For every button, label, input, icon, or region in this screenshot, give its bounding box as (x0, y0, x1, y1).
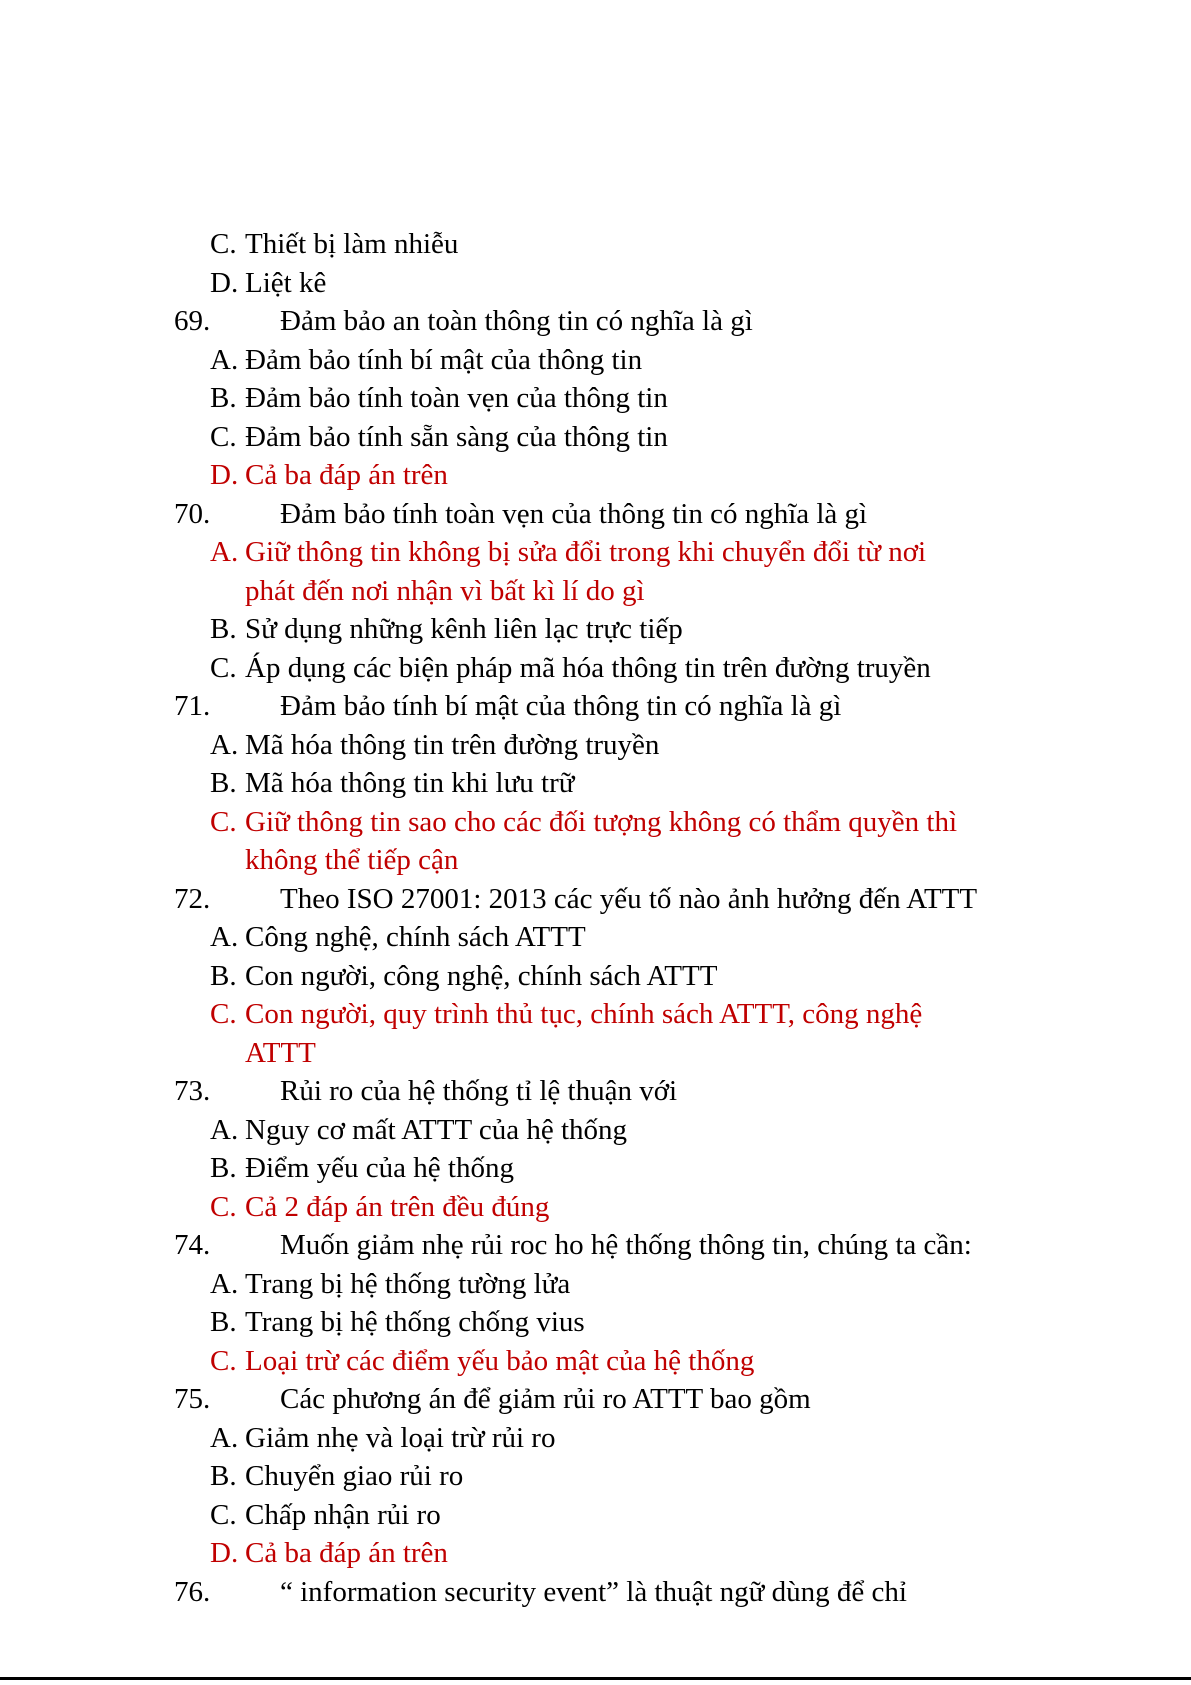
question-number: 74. (174, 1229, 211, 1261)
option-text: Giảm nhẹ và loại trừ rủi ro (245, 1421, 556, 1454)
option-letter: A. (210, 536, 239, 568)
option-letter: C. (210, 651, 237, 684)
question-number: 71. (174, 690, 211, 722)
answer-option (0, 264, 1191, 303)
answer-option (0, 341, 1191, 380)
question-text: Các phương án để giảm rủi ro ATTT bao gồm (280, 1383, 811, 1415)
option-text: Trang bị hệ thống tường lửa (245, 1267, 571, 1300)
option-text: Nguy cơ mất ATTT của hệ thống (245, 1113, 628, 1146)
question-number: 72. (174, 882, 211, 915)
option-text: Cả 2 đáp án trên đều đúng (245, 1190, 550, 1223)
answer-option-continuation (0, 572, 1191, 611)
answer-option-correct (0, 1188, 1191, 1227)
answer-option (0, 1457, 1191, 1496)
answer-option (0, 1496, 1191, 1535)
answer-option (0, 379, 1191, 418)
question-text: Rủi ro của hệ thống tỉ lệ thuận với (280, 1075, 678, 1107)
question-heading (0, 1573, 1191, 1612)
option-text: Giữ thông tin không bị sửa đổi trong khi chuyển đổi từ nơi (245, 536, 927, 568)
question-text: Đảm bảo tính toàn vẹn của thông tin có nghĩa là gì (280, 497, 868, 530)
answer-option (0, 1111, 1191, 1150)
question-heading (0, 1072, 1191, 1111)
answer-option-correct (0, 1534, 1191, 1573)
question-heading (0, 495, 1191, 534)
answer-option-correct (0, 456, 1191, 495)
question-number: 75. (174, 1383, 211, 1415)
question-number: 73. (174, 1075, 211, 1107)
question-list (0, 225, 1191, 1611)
option-text: Chuyển giao rủi ro (245, 1460, 464, 1492)
option-letter: B. (210, 1460, 237, 1492)
option-letter: A. (210, 1267, 239, 1300)
question-heading (0, 1380, 1191, 1419)
option-letter: A. (210, 728, 239, 761)
question-heading (0, 302, 1191, 341)
answer-option-correct (0, 533, 1191, 572)
answer-option-correct (0, 995, 1191, 1034)
question-heading (0, 687, 1191, 726)
option-letter: C. (210, 228, 237, 260)
answer-option (0, 1149, 1191, 1188)
option-text: ATTT (245, 1036, 316, 1069)
option-text: Công nghệ, chính sách ATTT (245, 921, 586, 953)
option-letter: D. (210, 459, 239, 491)
option-letter: C. (210, 1190, 237, 1223)
option-letter: D. (210, 266, 239, 299)
answer-option (0, 918, 1191, 957)
question-number: 70. (174, 497, 211, 530)
option-text: Con người, công nghệ, chính sách ATTT (245, 959, 718, 992)
answer-option (0, 1419, 1191, 1458)
option-text: Điểm yếu của hệ thống (245, 1152, 514, 1184)
option-letter: A. (210, 1113, 239, 1146)
question-text: Muốn giảm nhẹ rủi roc ho hệ thống thông tin, chúng ta cần: (280, 1229, 972, 1261)
option-letter: A. (210, 343, 239, 376)
question-number: 69. (174, 305, 211, 337)
answer-option-correct (0, 803, 1191, 842)
option-letter: C. (210, 1498, 237, 1531)
option-text: Cả ba đáp án trên (245, 1537, 448, 1569)
option-letter: B. (210, 613, 237, 645)
page-footer-rule (0, 1677, 1191, 1680)
question-text: Theo ISO 27001: 2013 các yếu tố nào ảnh hưởng đến ATTT (280, 882, 978, 915)
option-text: Liệt kê (245, 266, 327, 299)
option-text: Mã hóa thông tin khi lưu trữ (245, 767, 575, 799)
option-text: Sử dụng những kênh liên lạc trực tiếp (245, 613, 683, 645)
option-text: Thiết bị làm nhiễu (245, 228, 459, 260)
option-letter: D. (210, 1537, 239, 1569)
option-text: Loại trừ các điểm yếu bảo mật của hệ thống (245, 1344, 755, 1377)
option-letter: A. (210, 921, 239, 953)
question-heading (0, 880, 1191, 919)
question-heading (0, 1226, 1191, 1265)
option-text: Áp dụng các biện pháp mã hóa thông tin trên đường truyền (245, 651, 931, 684)
question-text: “ information security event” là thuật ngữ dùng để chỉ (280, 1575, 907, 1608)
option-text: Cả ba đáp án trên (245, 459, 448, 491)
option-text: Con người, quy trình thủ tục, chính sách ATTT, công nghệ (245, 998, 923, 1030)
option-letter: C. (210, 805, 237, 838)
answer-option (0, 764, 1191, 803)
answer-option (0, 1265, 1191, 1304)
answer-option-correct (0, 1342, 1191, 1381)
option-letter: B. (210, 1306, 237, 1338)
option-text: Mã hóa thông tin trên đường truyền (245, 728, 660, 761)
question-text: Đảm bảo tính bí mật của thông tin có nghĩa là gì (280, 690, 842, 722)
question-number: 76. (174, 1575, 211, 1608)
answer-option-continuation (0, 841, 1191, 880)
option-letter: C. (210, 998, 237, 1030)
answer-option (0, 418, 1191, 457)
option-letter: C. (210, 1344, 237, 1377)
answer-option (0, 610, 1191, 649)
answer-option (0, 649, 1191, 688)
option-letter: A. (210, 1421, 239, 1454)
answer-option (0, 726, 1191, 765)
answer-option (0, 1303, 1191, 1342)
option-text: phát đến nơi nhận vì bất kì lí do gì (245, 574, 645, 607)
option-text: không thể tiếp cận (245, 844, 459, 876)
option-text: Trang bị hệ thống chống vius (245, 1306, 585, 1338)
option-letter: B. (210, 767, 237, 799)
option-text: Đảm bảo tính toàn vẹn của thông tin (245, 382, 668, 414)
option-text: Đảm bảo tính bí mật của thông tin (245, 343, 643, 376)
answer-option (0, 225, 1191, 264)
answer-option (0, 957, 1191, 996)
option-letter: B. (210, 1152, 237, 1184)
option-text: Chấp nhận rủi ro (245, 1498, 441, 1531)
option-letter: C. (210, 420, 237, 453)
option-letter: B. (210, 959, 237, 992)
option-text: Giữ thông tin sao cho các đối tượng không có thẩm quyền thì (245, 805, 958, 838)
answer-option-continuation (0, 1034, 1191, 1073)
option-text: Đảm bảo tính sẵn sàng của thông tin (245, 420, 668, 453)
question-text: Đảm bảo an toàn thông tin có nghĩa là gì (280, 305, 753, 337)
option-letter: B. (210, 382, 237, 414)
